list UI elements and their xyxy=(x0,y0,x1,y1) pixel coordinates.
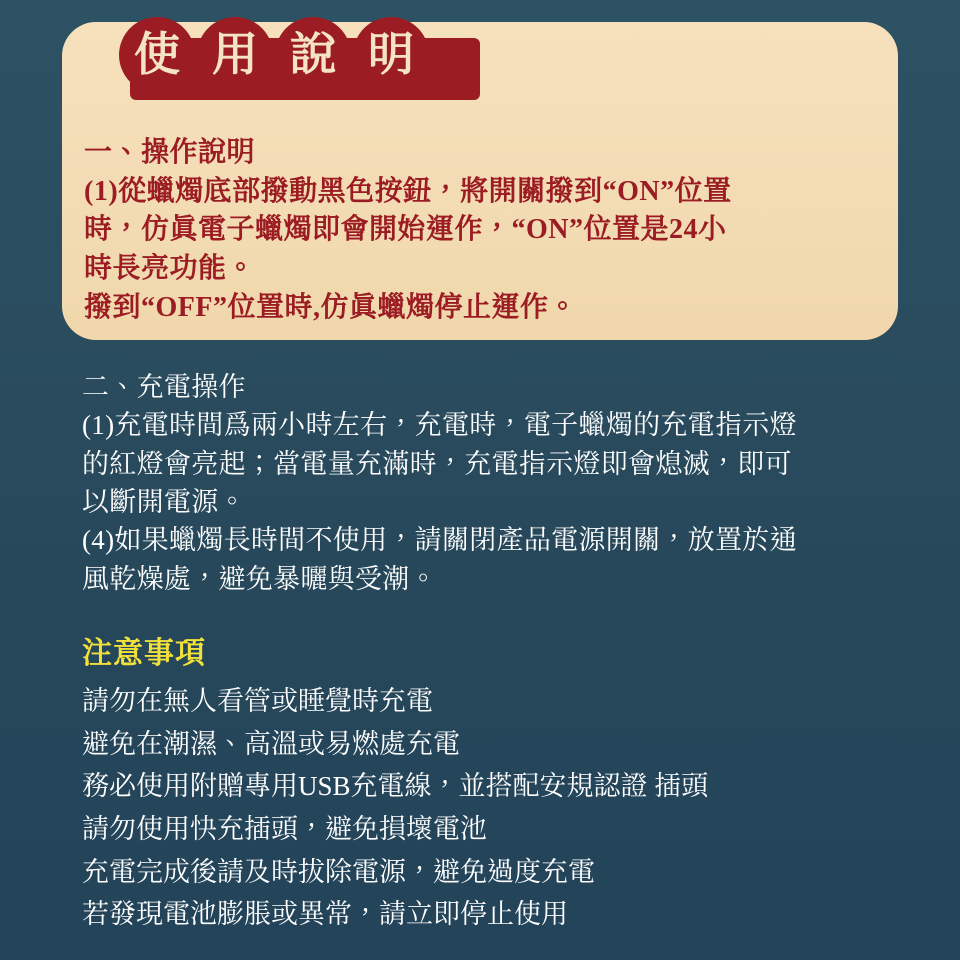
operation-instructions xyxy=(84,134,884,327)
operation-panel xyxy=(62,22,898,340)
charging-line-3: 以斷開電源。 xyxy=(82,486,246,517)
charging-heading: 二、充電操作 xyxy=(82,372,246,402)
cautions-list xyxy=(82,680,912,936)
operation-line-1: (1)從蠟燭底部撥動黑色按鈕，將開關撥到“ON”位置 xyxy=(84,175,732,207)
charging-line-1: (1)充電時間爲兩小時左右，充電時，電子蠟燭的充電指示燈 xyxy=(82,410,797,441)
page-title xyxy=(122,20,426,90)
cautions-title: 注意事項 xyxy=(82,637,206,670)
charging-line-2: 的紅燈會亮起；當電量充滿時，充電指示燈即會熄滅，即可 xyxy=(82,448,792,479)
list-item: 若發現電池膨脹或異常，請立即停止使用 xyxy=(82,899,568,930)
operation-line-4: 撥到“OFF”位置時,仿眞蠟燭停止運作。 xyxy=(84,291,577,323)
list-item: 務必使用附贈專用USB充電線，並搭配安規認證 插頭 xyxy=(82,771,709,802)
cautions-section xyxy=(82,628,912,936)
operation-line-3: 時長亮功能。 xyxy=(84,252,256,284)
list-item: 避免在潮濕、高溫或易燃處充電 xyxy=(82,728,460,759)
title-char-2: 用 xyxy=(200,20,270,90)
charging-line-4: (4)如果蠟燭長時間不使用，請關閉產品電源開關，放置於通 xyxy=(82,525,797,556)
operation-line-2: 時，仿眞電子蠟燭即會開始運作，“ON”位置是24小 xyxy=(84,214,727,246)
charging-line-5: 風乾燥處，避免暴曬與受潮。 xyxy=(82,563,437,594)
title-char-3: 說 xyxy=(278,20,348,90)
list-item: 請勿在無人看管或睡覺時充電 xyxy=(82,686,433,716)
charging-instructions xyxy=(82,368,912,598)
title-char-4: 明 xyxy=(356,20,426,90)
list-item: 請勿使用快充插頭，避免損壞電池 xyxy=(82,813,487,844)
list-item: 充電完成後請及時拔除電源，避免過度充電 xyxy=(82,856,595,887)
operation-heading: 一、操作說明 xyxy=(84,137,256,168)
title-char-1: 使 xyxy=(122,20,192,90)
